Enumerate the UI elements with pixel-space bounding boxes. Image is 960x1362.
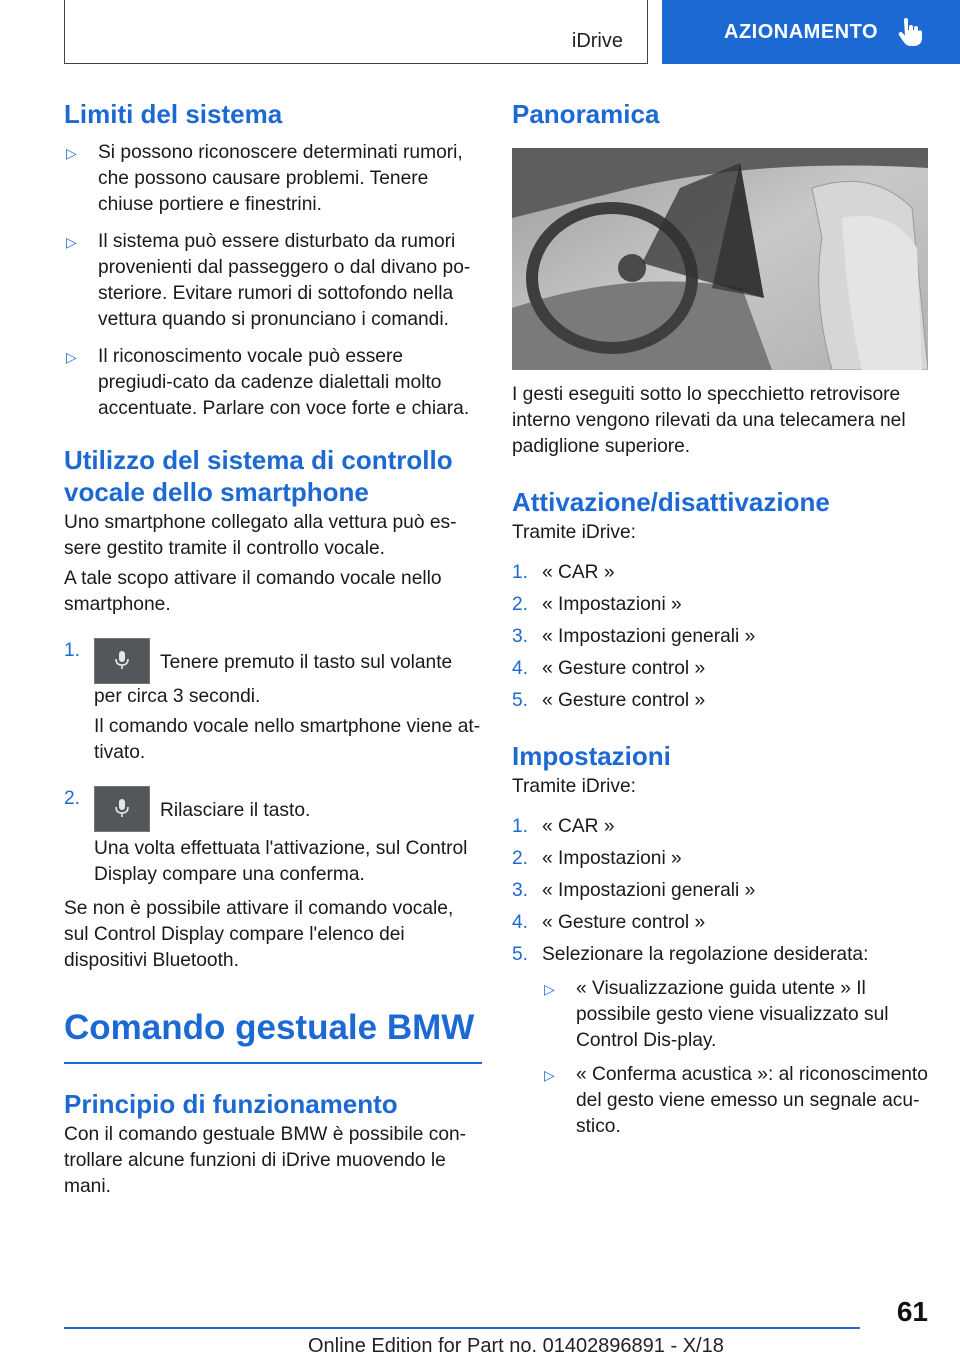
step-number: 2. xyxy=(512,594,529,615)
step-text: Tenere premuto il tasto sul volante per circa 3 secondi. xyxy=(94,652,453,707)
header-chapter-title: AZIONAMENTO xyxy=(724,20,879,43)
paragraph: A tale scopo attivare il comando vocale nello smartphone. xyxy=(64,568,442,615)
bullet-triangle-icon: ▷ xyxy=(544,981,555,997)
chapter-divider xyxy=(64,1062,482,1064)
footer-edition: Online Edition for Part no. 01402896891 - X/18 xyxy=(308,1335,724,1357)
step-text: « CAR » xyxy=(542,562,615,583)
menu-path-item xyxy=(512,560,932,586)
list-item xyxy=(64,344,482,422)
paragraph: Uno smartphone collegato alla vettura può es-sere gestito tramite il controllo vocale. xyxy=(64,512,457,559)
list-item-text: Il sistema può essere disturbato da rumori provenienti dal passeggero o dal divano po-steriore. Evitare rumori di sottofondo nella vettura quando si pronunciano i comandi. xyxy=(98,231,471,330)
section-title-settings: Impostazioni xyxy=(512,741,671,771)
step-number: 1. xyxy=(64,640,81,661)
step-item xyxy=(64,638,482,710)
step-text: « Impostazioni generali » xyxy=(542,626,756,647)
header-section-box xyxy=(64,0,648,64)
step-number: 2. xyxy=(512,848,529,869)
list-item-text: « Conferma acustica »: al riconoscimento del gesto viene emesso un segnale acu-stico. xyxy=(576,1064,928,1137)
paragraph: Tramite iDrive: xyxy=(512,776,637,797)
step-number: 1. xyxy=(512,562,529,583)
menu-path-item xyxy=(512,846,932,872)
list-item xyxy=(542,1062,932,1140)
step-number: 4. xyxy=(512,658,529,679)
figure-caption: I gesti eseguiti sotto lo specchietto retrovisore interno vengono rilevati da una telecamera nel padiglione superiore. xyxy=(512,384,906,457)
step-text: « Gesture control » xyxy=(542,912,706,933)
list-item xyxy=(542,976,932,1054)
pointing-hand-icon xyxy=(898,18,922,46)
step-number: 1. xyxy=(512,816,529,837)
bullet-triangle-icon: ▷ xyxy=(66,145,77,161)
step-number: 3. xyxy=(512,880,529,901)
menu-path-item xyxy=(512,592,932,618)
step-item xyxy=(64,786,482,832)
step-number: 5. xyxy=(512,690,529,711)
menu-path-item xyxy=(512,656,932,682)
section-title-principle: Principio di funzionamento xyxy=(64,1088,398,1119)
list-item xyxy=(64,229,482,333)
step-text: « CAR » xyxy=(542,816,615,837)
bullet-triangle-icon: ▷ xyxy=(66,349,77,365)
header-section-title: iDrive xyxy=(571,30,623,52)
list-item-text: Si possono riconoscere determinati rumori, che possono causare problemi. Tenere chiuse portiere e finestrini. xyxy=(98,142,463,215)
microphone-icon xyxy=(112,797,132,821)
step-sub-item xyxy=(64,714,482,766)
microphone-icon xyxy=(112,649,132,673)
step-number: 2. xyxy=(64,788,81,809)
step-text: Selezionare la regolazione desiderata: xyxy=(542,944,869,965)
menu-path-item xyxy=(512,878,932,904)
page-number: 61 xyxy=(896,1296,928,1327)
menu-path-item xyxy=(512,814,932,840)
menu-path-item xyxy=(512,942,932,968)
bullet-triangle-icon: ▷ xyxy=(66,234,77,250)
list-item xyxy=(64,140,482,218)
paragraph: Con il comando gestuale BMW è possibile con-trollare alcune funzioni di iDrive muovendo le mani. xyxy=(64,1123,467,1197)
step-text: « Gesture control » xyxy=(542,690,706,711)
section-title-activation: Attivazione/disattivazione xyxy=(512,487,830,517)
step-sub-text: Una volta effettuata l'attivazione, sul Control Display compare una conferma. xyxy=(94,838,468,885)
step-text: « Impostazioni generali » xyxy=(542,880,756,901)
step-text: « Gesture control » xyxy=(542,658,706,679)
menu-path-item xyxy=(512,688,932,714)
list-item-text: Il riconoscimento vocale può essere pregiudi-cato da cadenze dialettali molto accentuate. Parlare con voce forte e chiara. xyxy=(98,346,470,419)
list-item-text: « Visualizzazione guida utente » Il possibile gesto viene visualizzato sul Control Dis-play. xyxy=(576,978,889,1051)
section-title-overview: Panoramica xyxy=(512,99,660,129)
menu-path-item xyxy=(512,624,932,650)
bullet-triangle-icon: ▷ xyxy=(544,1067,555,1083)
left-column xyxy=(64,98,482,1200)
voice-button xyxy=(94,638,150,684)
step-text: Rilasciare il tasto. xyxy=(160,800,311,821)
chapter-title: Comando gestuale BMW xyxy=(64,1008,475,1047)
paragraph: Se non è possibile attivare il comando vocale, sul Control Display compare l'elenco dei dispositivi Bluetooth. xyxy=(64,898,454,971)
paragraph: Tramite iDrive: xyxy=(512,522,637,543)
right-column xyxy=(512,98,932,1140)
section-title-limits: Limiti del sistema xyxy=(64,99,283,129)
gesture-camera-photo xyxy=(512,148,928,370)
menu-path-item xyxy=(512,910,932,936)
step-sub-item xyxy=(64,836,482,888)
step-text: « Impostazioni » xyxy=(542,594,682,615)
step-text: « Impostazioni » xyxy=(542,848,682,869)
footer-divider xyxy=(64,1327,860,1329)
voice-button xyxy=(94,786,150,832)
section-title-smartphone: Utilizzo del sistema di controllo vocale dello smartphone xyxy=(64,445,453,507)
step-number: 5. xyxy=(512,944,529,965)
header-chapter-tab xyxy=(662,0,960,64)
step-number: 4. xyxy=(512,912,529,933)
step-sub-text: Il comando vocale nello smartphone viene at-tivato. xyxy=(94,716,481,763)
step-number: 3. xyxy=(512,626,529,647)
